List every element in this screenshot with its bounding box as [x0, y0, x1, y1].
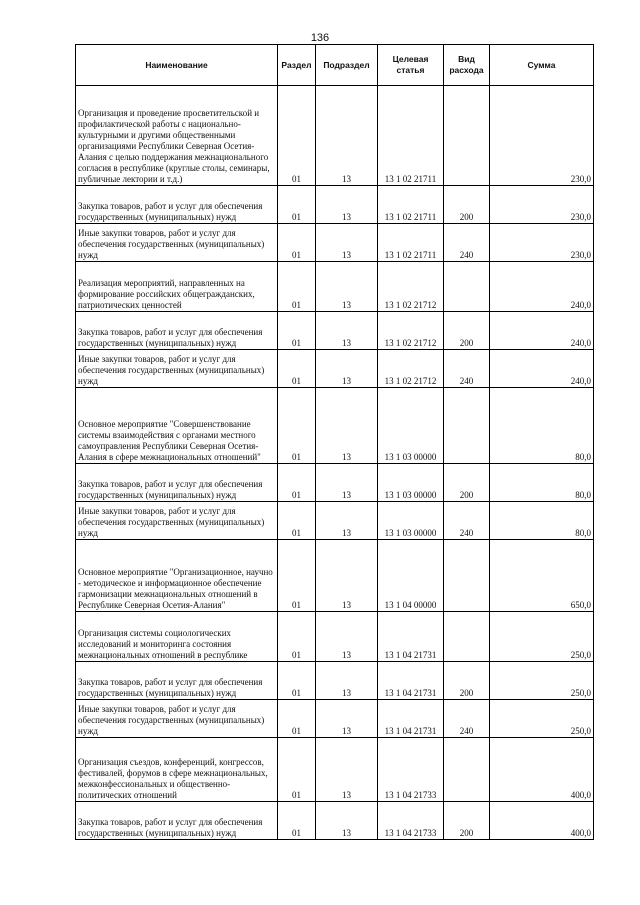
- table-row: [76, 262, 594, 312]
- row-subsection: 13: [316, 662, 378, 700]
- header-section: Раздел: [278, 45, 316, 86]
- row-section: 01: [278, 662, 316, 700]
- row-name: Закупка товаров, работ и услуг для обеспечения государственных (муниципальных) нужд: [76, 662, 278, 700]
- row-target-article: 13 1 04 21731: [378, 662, 444, 700]
- row-name: Закупка товаров, работ и услуг для обеспечения государственных (муниципальных) нужд: [76, 802, 278, 840]
- row-amount: 230,0: [490, 186, 594, 224]
- row-expense-type: 200: [444, 802, 490, 840]
- row-section: 01: [278, 612, 316, 662]
- row-expense-type: 200: [444, 464, 490, 502]
- row-expense-type: 240: [444, 700, 490, 738]
- row-expense-type: 200: [444, 312, 490, 350]
- table-row: [76, 312, 594, 350]
- row-subsection: 13: [316, 224, 378, 262]
- row-section: 01: [278, 224, 316, 262]
- row-section: 01: [278, 464, 316, 502]
- table-row: [76, 464, 594, 502]
- row-amount: 400,0: [490, 802, 594, 840]
- header-expense-type: Вид расхода: [444, 45, 490, 86]
- row-expense-type: [444, 540, 490, 612]
- row-target-article: 13 1 03 00000: [378, 388, 444, 464]
- row-section: 01: [278, 738, 316, 802]
- header-amount: Сумма: [490, 45, 594, 86]
- row-name: Закупка товаров, работ и услуг для обеспечения государственных (муниципальных) нужд: [76, 312, 278, 350]
- row-target-article: 13 1 04 00000: [378, 540, 444, 612]
- row-subsection: 13: [316, 186, 378, 224]
- budget-table: [75, 44, 594, 840]
- row-subsection: 13: [316, 738, 378, 802]
- row-subsection: 13: [316, 612, 378, 662]
- row-subsection: 13: [316, 802, 378, 840]
- row-expense-type: 200: [444, 662, 490, 700]
- row-amount: 250,0: [490, 662, 594, 700]
- row-expense-type: [444, 388, 490, 464]
- row-subsection: 13: [316, 700, 378, 738]
- row-target-article: 13 1 04 21733: [378, 738, 444, 802]
- header-subsection: Подраздел: [316, 45, 378, 86]
- row-name: Закупка товаров, работ и услуг для обеспечения государственных (муниципальных) нужд: [76, 186, 278, 224]
- table-row: [76, 86, 594, 186]
- row-amount: 80,0: [490, 502, 594, 540]
- row-target-article: 13 1 02 21712: [378, 350, 444, 388]
- row-subsection: 13: [316, 502, 378, 540]
- page-number: 136: [310, 32, 330, 44]
- row-section: 01: [278, 262, 316, 312]
- row-expense-type: [444, 86, 490, 186]
- row-expense-type: 200: [444, 186, 490, 224]
- row-expense-type: 240: [444, 502, 490, 540]
- row-amount: 240,0: [490, 262, 594, 312]
- header-name: Наименование: [76, 45, 278, 86]
- table-row: [76, 612, 594, 662]
- row-section: 01: [278, 86, 316, 186]
- row-amount: 230,0: [490, 224, 594, 262]
- row-target-article: 13 1 04 21733: [378, 802, 444, 840]
- row-section: 01: [278, 502, 316, 540]
- row-expense-type: 240: [444, 350, 490, 388]
- row-target-article: 13 1 02 21711: [378, 86, 444, 186]
- row-name: Закупка товаров, работ и услуг для обеспечения государственных (муниципальных) нужд: [76, 464, 278, 502]
- row-section: 01: [278, 802, 316, 840]
- row-amount: 250,0: [490, 612, 594, 662]
- row-amount: 250,0: [490, 700, 594, 738]
- table-row: [76, 388, 594, 464]
- row-target-article: 13 1 02 21712: [378, 312, 444, 350]
- table-row: [76, 186, 594, 224]
- row-expense-type: 240: [444, 224, 490, 262]
- row-subsection: 13: [316, 540, 378, 612]
- table-row: [76, 350, 594, 388]
- row-name: Основное мероприятие "Совершенствование системы взаимодействия с органами местного самоуправления Республики Северная Осетия-Алания в сфере межнациональных отношений": [76, 388, 278, 464]
- row-target-article: 13 1 03 00000: [378, 464, 444, 502]
- row-name: Реализация мероприятий, направленных на формирование российских общегражданских, патриотических ценностей: [76, 262, 278, 312]
- row-amount: 240,0: [490, 350, 594, 388]
- table-row: [76, 802, 594, 840]
- row-name: Иные закупки товаров, работ и услуг для обеспечения государственных (муниципальных) нужд: [76, 700, 278, 738]
- row-section: 01: [278, 540, 316, 612]
- row-amount: 80,0: [490, 464, 594, 502]
- row-target-article: 13 1 02 21712: [378, 262, 444, 312]
- row-name: Организация съездов, конференций, конгрессов, фестивалей, форумов в сфере межнациональных, межконфессиональных и общественно-политических отношений: [76, 738, 278, 802]
- table-row: [76, 502, 594, 540]
- row-expense-type: [444, 738, 490, 802]
- row-name: Организация и проведение просветительской и профилактической работы с национально-культурными и другими общественными организациями Республики Северная Осетия-Алания с целью поддержания межнационального согласия в республике (круглые столы, семинары, публичные лектории и т.д.): [76, 86, 278, 186]
- row-name: Иные закупки товаров, работ и услуг для обеспечения государственных (муниципальных) нужд: [76, 224, 278, 262]
- row-section: 01: [278, 312, 316, 350]
- row-name: Иные закупки товаров, работ и услуг для обеспечения государственных (муниципальных) нужд: [76, 502, 278, 540]
- row-amount: 240,0: [490, 312, 594, 350]
- table-row: [76, 738, 594, 802]
- row-subsection: 13: [316, 312, 378, 350]
- row-section: 01: [278, 388, 316, 464]
- row-expense-type: [444, 612, 490, 662]
- row-amount: 230,0: [490, 86, 594, 186]
- row-target-article: 13 1 02 21711: [378, 224, 444, 262]
- table-row: [76, 224, 594, 262]
- table-row: [76, 662, 594, 700]
- row-amount: 400,0: [490, 738, 594, 802]
- row-expense-type: [444, 262, 490, 312]
- row-target-article: 13 1 03 00000: [378, 502, 444, 540]
- row-subsection: 13: [316, 350, 378, 388]
- row-section: 01: [278, 700, 316, 738]
- row-amount: 650,0: [490, 540, 594, 612]
- row-subsection: 13: [316, 464, 378, 502]
- row-target-article: 13 1 04 21731: [378, 612, 444, 662]
- row-section: 01: [278, 186, 316, 224]
- row-subsection: 13: [316, 262, 378, 312]
- table-row: [76, 700, 594, 738]
- row-name: Основное мероприятие "Организационное, научно - методическое и информационное обеспечение гармонизации межнациональных отношений в Республике Северная Осетия-Алания": [76, 540, 278, 612]
- row-section: 01: [278, 350, 316, 388]
- header-row: [76, 45, 594, 86]
- row-subsection: 13: [316, 388, 378, 464]
- row-target-article: 13 1 02 21711: [378, 186, 444, 224]
- header-target-article: Целевая статья: [378, 45, 444, 86]
- row-target-article: 13 1 04 21731: [378, 700, 444, 738]
- table-row: [76, 540, 594, 612]
- row-name: Иные закупки товаров, работ и услуг для обеспечения государственных (муниципальных) нужд: [76, 350, 278, 388]
- row-name: Организация системы социологических исследований и мониторинга состояния межнациональных отношений в республике: [76, 612, 278, 662]
- row-subsection: 13: [316, 86, 378, 186]
- row-amount: 80,0: [490, 388, 594, 464]
